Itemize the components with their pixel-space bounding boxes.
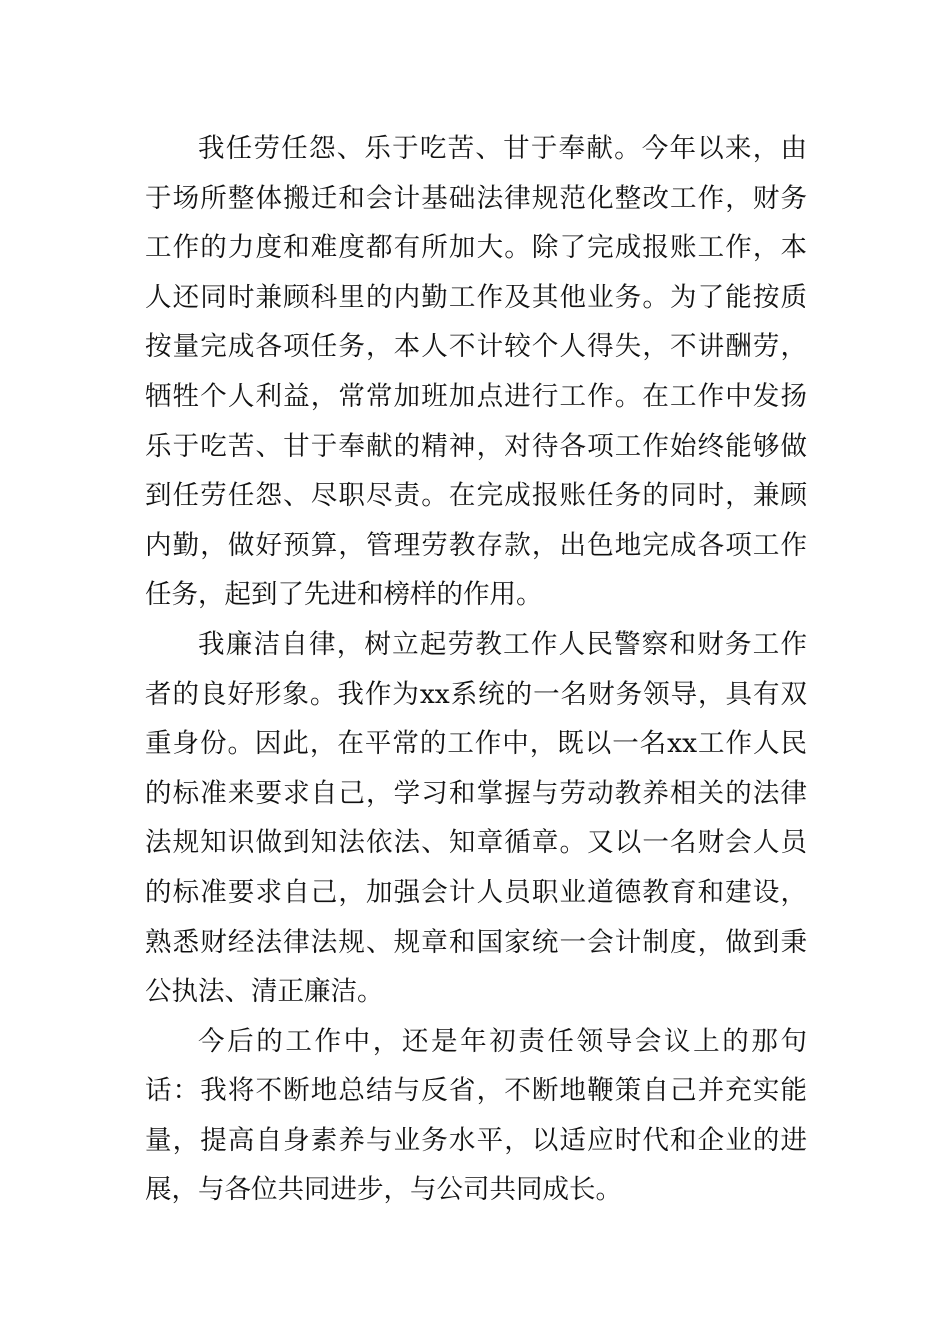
- paragraph-2: 我廉洁自律，树立起劳教工作人民警察和财务工作者的良好形象。我作为xx系统的一名财务领导，具有双重身份。因此，在平常的工作中，既以一名xx工作人民的标准来要求自己，学习和掌握与劳动教养相关的法律法规知识做到知法依法、知章循章。又以一名财会人员的标准要求自己，加强会计人员职业道德教育和建设，熟悉财经法律法规、规章和国家统一会计制度，做到秉公执法、清正廉洁。: [145, 628, 807, 1008]
- document-body: [145, 124, 807, 1215]
- paragraph-3: 今后的工作中，还是年初责任领导会议上的那句话：我将不断地总结与反省，不断地鞭策自己并充实能量，提高自身素养与业务水平，以适应时代和企业的进展，与各位共同进步，与公司共同成长。: [145, 1025, 807, 1206]
- paragraph-1: 我任劳任怨、乐于吃苦、甘于奉献。今年以来，由于场所整体搬迁和会计基础法律规范化整改工作，财务工作的力度和难度都有所加大。除了完成报账工作，本人还同时兼顾科里的内勤工作及其他业务。为了能按质按量完成各项任务，本人不计较个人得失，不讲酬劳，牺牲个人利益，常常加班加点进行工作。在工作中发扬乐于吃苦、甘于奉献的精神，对待各项工作始终能够做到任劳任怨、尽职尽责。在完成报账任务的同时，兼顾内勤，做好预算，管理劳教存款，出色地完成各项工作任务，起到了先进和榜样的作用。: [145, 133, 807, 611]
